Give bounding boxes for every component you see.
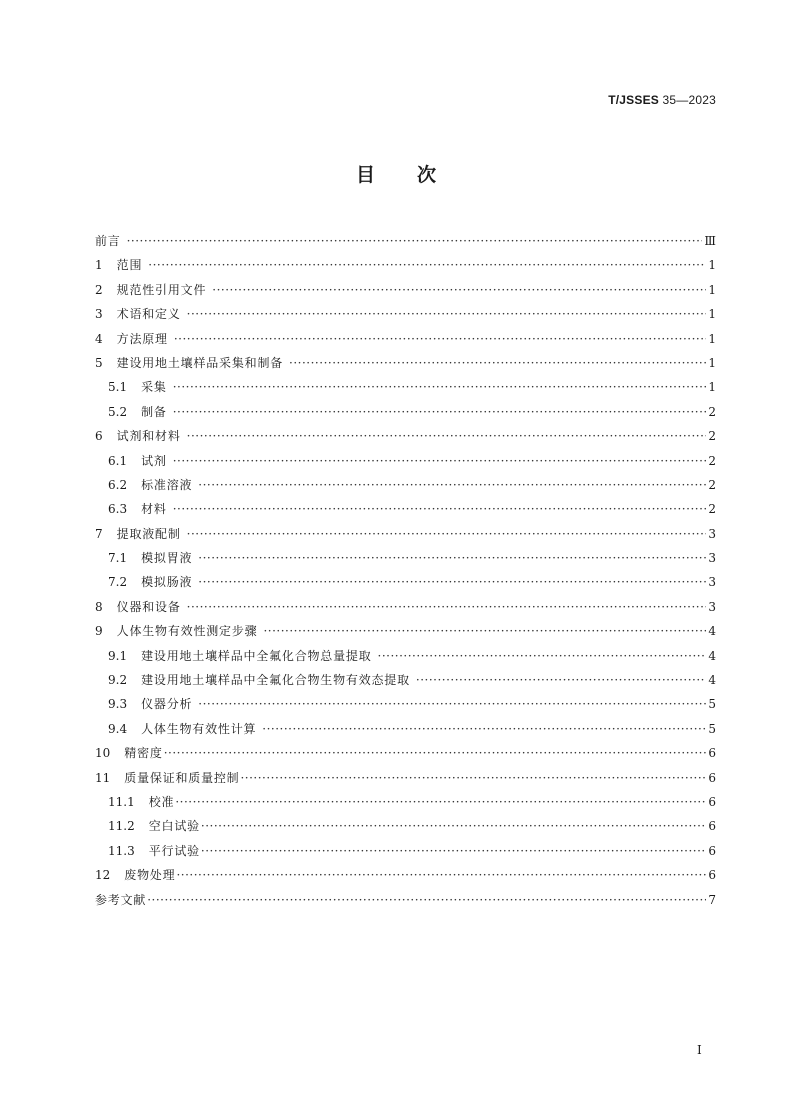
toc-entry-page: 1: [708, 331, 716, 346]
toc-entry-page: 6: [708, 819, 716, 834]
toc-entry[interactable]: [95, 302, 716, 326]
toc-leader-dots: [173, 400, 707, 424]
toc-entry-page: 3: [708, 526, 716, 541]
toc-entry-number: 11.1: [108, 794, 135, 809]
toc-leader-dots: [240, 766, 706, 790]
toc-entry-page: 5: [708, 721, 716, 736]
toc-entry-number: 7.2: [108, 575, 128, 590]
toc-entry[interactable]: [95, 814, 716, 838]
toc-entry[interactable]: [95, 595, 716, 619]
toc-entry[interactable]: [95, 229, 716, 253]
toc-entry-page: 1: [708, 258, 716, 273]
toc-entry-number: 1: [95, 258, 103, 273]
toc-entry[interactable]: [95, 717, 716, 741]
toc-entry[interactable]: [95, 278, 716, 302]
toc-entry-label: 精密度: [124, 746, 163, 761]
toc-entry-number: 9.1: [108, 648, 128, 663]
toc-entry-page: 1: [708, 380, 716, 395]
toc-leader-dots: [416, 668, 706, 692]
toc-entry-label: 试剂和材料: [116, 429, 181, 444]
toc-entry-label: 人体生物有效性测定步骤: [116, 624, 258, 639]
toc-entry-page: 6: [708, 770, 716, 785]
toc-leader-dots: [174, 327, 707, 351]
toc-leader-dots: [198, 570, 706, 594]
toc-entry[interactable]: [95, 668, 716, 692]
toc-entry-page: Ⅲ: [704, 234, 716, 248]
toc-entry-page: 5: [708, 697, 716, 712]
toc-entry[interactable]: [95, 546, 716, 570]
toc-entry-number: 6.1: [108, 453, 128, 468]
toc-entry[interactable]: [95, 863, 716, 887]
toc-entry-page: 6: [708, 746, 716, 761]
toc-entry[interactable]: [95, 522, 716, 546]
toc-entry-page: 6: [708, 843, 716, 858]
toc-entry-number: 11.3: [108, 843, 135, 858]
toc-entry-label: 模拟胃液: [141, 551, 193, 566]
toc-leader-dots: [212, 278, 706, 302]
toc-entry-number: 9: [95, 624, 103, 639]
table-of-contents: [95, 229, 716, 912]
toc-entry[interactable]: [95, 497, 716, 521]
toc-entry-page: 3: [708, 599, 716, 614]
toc-entry-label: 材料: [141, 502, 167, 517]
toc-entry-label: 校准: [148, 794, 175, 809]
toc-leader-dots: [198, 473, 706, 497]
toc-entry[interactable]: [95, 790, 716, 814]
toc-entry-page: 2: [708, 429, 716, 444]
toc-leader-dots: [378, 644, 707, 668]
toc-entry-label: 范围: [116, 258, 143, 273]
toc-leader-dots: [127, 229, 703, 253]
toc-entry-page: 3: [708, 551, 716, 566]
toc-leader-dots: [176, 863, 706, 887]
toc-entry-number: 10: [95, 746, 111, 761]
toc-entry-number: 9.3: [108, 697, 128, 712]
toc-leader-dots: [187, 522, 707, 546]
toc-entry-label: 采集: [141, 380, 167, 395]
toc-entry-label: 规范性引用文件: [116, 282, 207, 297]
toc-entry-label: 方法原理: [116, 331, 168, 346]
toc-entry[interactable]: [95, 375, 716, 399]
toc-leader-dots: [289, 351, 706, 375]
toc-entry[interactable]: [95, 619, 716, 643]
page-title: 目次: [355, 164, 478, 186]
toc-entry-label: 仪器分析: [141, 697, 193, 712]
toc-entry-label: 平行试验: [148, 843, 200, 858]
toc-entry-page: 2: [708, 477, 716, 492]
toc-entry-number: 12: [95, 868, 111, 883]
toc-entry-page: 2: [708, 453, 716, 468]
toc-entry-label: 仪器和设备: [116, 599, 181, 614]
toc-entry-page: 2: [708, 502, 716, 517]
toc-entry[interactable]: [95, 839, 716, 863]
toc-leader-dots: [173, 497, 707, 521]
toc-entry-number: 11.2: [108, 819, 135, 834]
toc-entry[interactable]: [95, 400, 716, 424]
toc-entry[interactable]: [95, 570, 716, 594]
toc-leader-dots: [263, 619, 706, 643]
toc-leader-dots: [173, 449, 707, 473]
toc-entry-label: 参考文献: [95, 892, 147, 907]
toc-entry-number: 11: [95, 770, 111, 785]
toc-entry-number: 7: [95, 526, 103, 541]
toc-entry[interactable]: [95, 473, 716, 497]
toc-entry-label: 人体生物有效性计算: [141, 721, 257, 736]
footer-page-number: I: [697, 1043, 702, 1057]
toc-entry-number: 6.3: [108, 502, 128, 517]
toc-leader-dots: [187, 302, 707, 326]
toc-leader-dots: [198, 546, 706, 570]
toc-entry-page: 3: [708, 575, 716, 590]
toc-entry-label: 废物处理: [124, 868, 176, 883]
toc-entry-number: 9.2: [108, 673, 128, 688]
toc-entry-number: 4: [95, 331, 103, 346]
toc-entry-page: 4: [708, 648, 716, 663]
toc-entry-number: 5: [95, 355, 103, 370]
toc-entry-label: 空白试验: [148, 819, 200, 834]
standard-number: 35—2023: [662, 93, 716, 107]
toc-entry-page: 4: [708, 673, 716, 688]
toc-entry-label: 术语和定义: [116, 307, 181, 322]
toc-entry-number: 3: [95, 307, 103, 322]
toc-entry-label: 标准溶液: [141, 477, 193, 492]
toc-entry[interactable]: [95, 424, 716, 448]
toc-entry-label: 模拟肠液: [141, 575, 193, 590]
toc-entry-number: 7.1: [108, 551, 128, 566]
toc-entry-page: 7: [708, 892, 716, 907]
toc-entry-number: 9.4: [108, 721, 128, 736]
toc-leader-dots: [173, 375, 707, 399]
toc-entry-number: 8: [95, 599, 103, 614]
standard-prefix: T/JSSES: [608, 93, 659, 107]
toc-entry-page: 1: [708, 355, 716, 370]
toc-entry-label: 制备: [141, 404, 167, 419]
toc-leader-dots: [148, 253, 706, 277]
toc-entry[interactable]: [95, 327, 716, 351]
toc-entry[interactable]: [95, 692, 716, 716]
toc-leader-dots: [262, 717, 706, 741]
toc-entry[interactable]: [95, 741, 716, 765]
standard-code: [608, 93, 716, 107]
toc-leader-dots: [187, 424, 707, 448]
toc-entry-number: 5.1: [108, 380, 128, 395]
toc-entry-label: 前言: [95, 234, 121, 248]
toc-entry[interactable]: [95, 888, 716, 912]
toc-leader-dots: [175, 790, 706, 814]
toc-leader-dots: [198, 692, 706, 716]
toc-entry-number: 5.2: [108, 404, 128, 419]
toc-entry-label: 建设用地土壤样品中全氟化合物总量提取: [141, 648, 372, 663]
toc-entry-label: 试剂: [141, 453, 167, 468]
toc-entry[interactable]: [95, 449, 716, 473]
toc-entry-page: 6: [708, 868, 716, 883]
toc-entry[interactable]: [95, 351, 716, 375]
toc-entry[interactable]: [95, 766, 716, 790]
toc-entry-number: 2: [95, 282, 103, 297]
toc-leader-dots: [201, 814, 706, 838]
toc-entry-number: 6: [95, 429, 103, 444]
toc-entry-page: 2: [708, 404, 716, 419]
toc-entry-page: 1: [708, 282, 716, 297]
toc-leader-dots: [164, 741, 707, 765]
toc-entry-page: 4: [708, 624, 716, 639]
toc-entry-page: 6: [708, 794, 716, 809]
toc-leader-dots: [147, 888, 706, 912]
toc-entry-label: 建设用地土壤样品采集和制备: [116, 355, 284, 370]
toc-entry-label: 质量保证和质量控制: [124, 770, 240, 785]
toc-entry[interactable]: [95, 253, 716, 277]
toc-entry-label: 提取液配制: [116, 526, 181, 541]
toc-entry-label: 建设用地土壤样品中全氟化合物生物有效态提取: [141, 673, 410, 688]
toc-leader-dots: [201, 839, 706, 863]
toc-entry-page: 1: [708, 307, 716, 322]
toc-leader-dots: [187, 595, 707, 619]
toc-entry-number: 6.2: [108, 477, 128, 492]
toc-entry[interactable]: [95, 644, 716, 668]
